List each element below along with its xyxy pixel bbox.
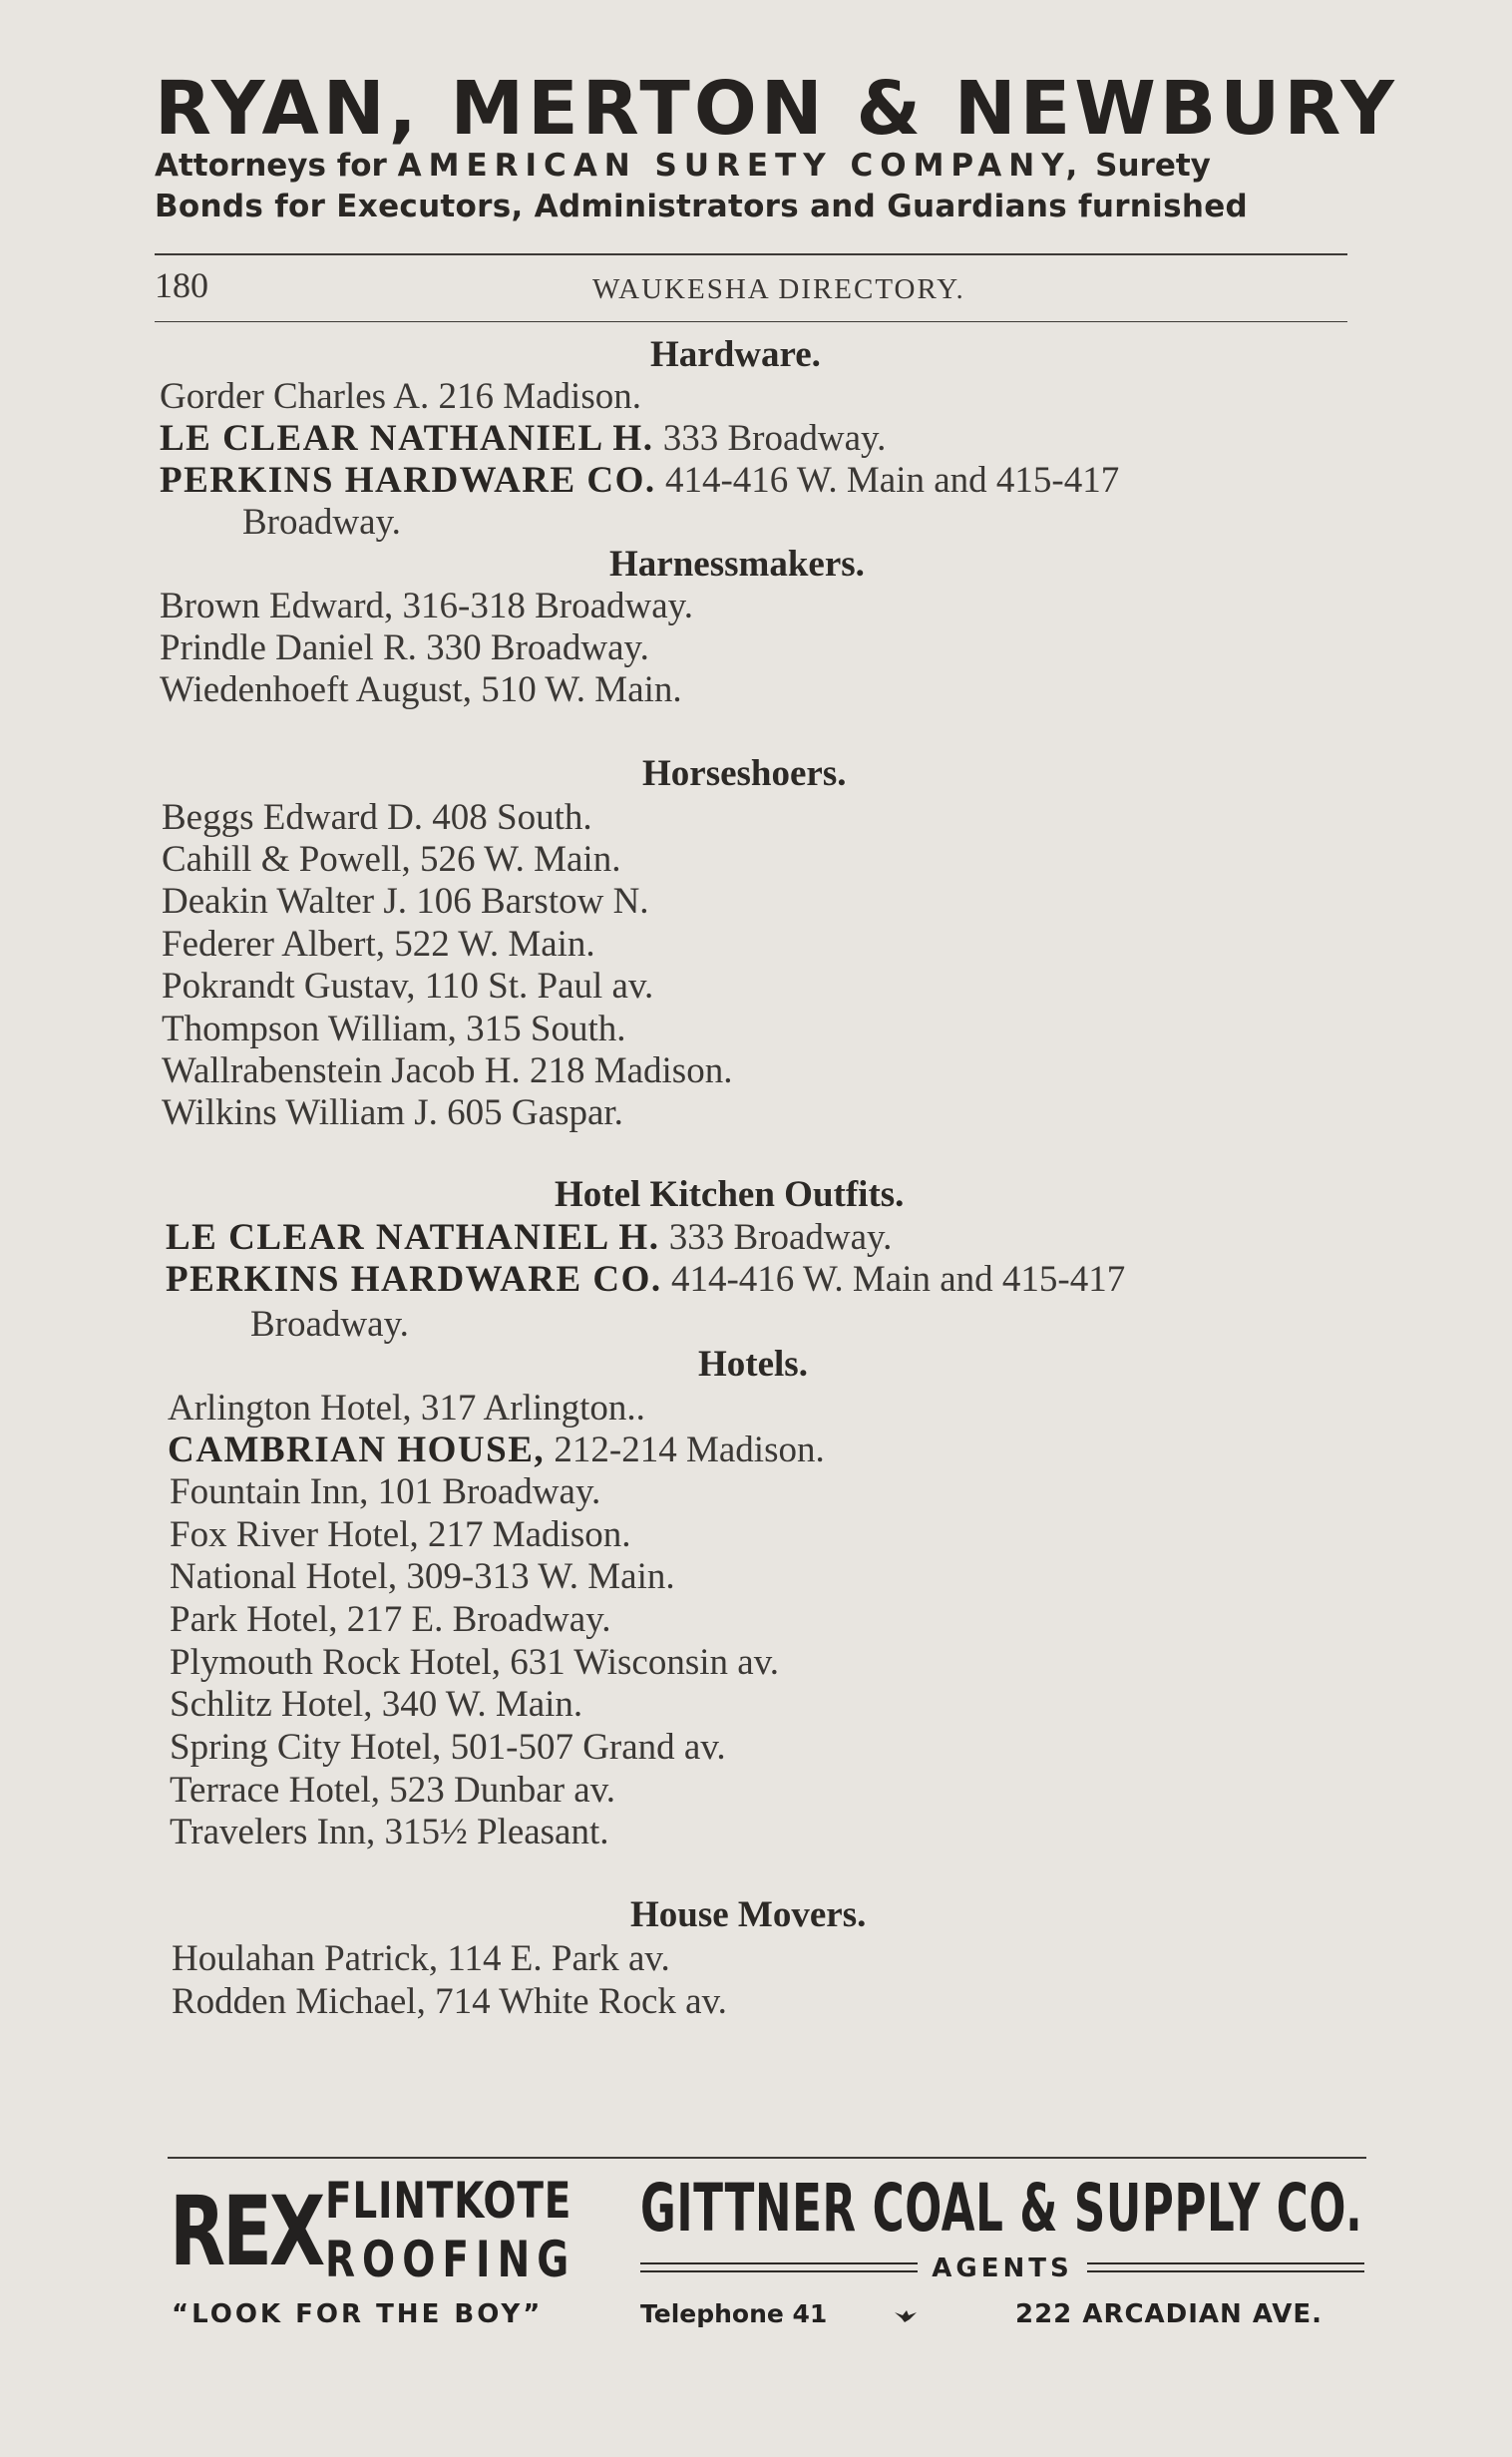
flintkote-brand: FLINTKOTE	[325, 2172, 572, 2230]
slogan: “LOOK FOR THE BOY”	[172, 2299, 544, 2329]
list-item: Beggs Edward D. 408 South.	[162, 797, 592, 838]
business-name: LE CLEAR NATHANIEL H.	[160, 418, 654, 459]
business-address: 212-214 Madison.	[545, 1430, 825, 1470]
business-name: CAMBRIAN HOUSE,	[168, 1430, 546, 1470]
agents-rule-left	[640, 2262, 918, 2272]
running-head: WAUKESHA DIRECTORY.	[592, 273, 965, 305]
list-item: Prindle Daniel R. 330 Broadway.	[160, 627, 649, 668]
bird-ornament-icon	[893, 2304, 919, 2324]
list-item-business	[160, 417, 886, 461]
agents-banner	[640, 2251, 1364, 2286]
list-item: Wiedenhoeft August, 510 W. Main.	[160, 669, 682, 710]
list-item: Park Hotel, 217 E. Broadway.	[170, 1599, 611, 1640]
list-item: Rodden Michael, 714 White Rock av.	[172, 1981, 727, 2022]
list-item: Wallrabenstein Jacob H. 218 Madison.	[162, 1050, 733, 1091]
list-item-business	[166, 1258, 1125, 1302]
tagline-prefix: Attorneys for	[155, 148, 398, 184]
section-heading-harnessmakers: Harnessmakers.	[609, 544, 865, 585]
section-heading-hotel-kitchen-outfits: Hotel Kitchen Outfits.	[555, 1174, 905, 1215]
supply-company-name: GITTNER COAL & SUPPLY CO.	[640, 2170, 1363, 2247]
list-item: Plymouth Rock Hotel, 631 Wisconsin av.	[170, 1642, 780, 1683]
list-item: Pokrandt Gustav, 110 St. Paul av.	[162, 966, 654, 1007]
list-item: Federer Albert, 522 W. Main.	[162, 924, 595, 965]
section-heading-hardware: Hardware.	[650, 334, 821, 375]
roofing-label: ROOFING	[325, 2231, 576, 2288]
list-item: Deakin Walter J. 106 Barstow N.	[162, 881, 649, 922]
agents-label: AGENTS	[932, 2253, 1073, 2283]
list-item: Wilkins William J. 605 Gaspar.	[162, 1092, 623, 1133]
section-heading-house-movers: House Movers.	[630, 1894, 867, 1935]
section-heading-horseshoers: Horseshoers.	[642, 753, 847, 794]
business-address: 414-416 W. Main and 415-417	[655, 460, 1120, 501]
list-item-business	[166, 1216, 892, 1260]
business-name: PERKINS HARDWARE CO.	[160, 460, 656, 501]
tagline-suffix: Surety	[1084, 148, 1211, 184]
header-rule-top	[155, 253, 1347, 255]
list-item-business	[160, 459, 1119, 503]
business-address: 333 Broadway.	[653, 418, 887, 459]
business-name: PERKINS HARDWARE CO.	[166, 1259, 662, 1300]
header-rule-bottom	[155, 321, 1347, 322]
list-item: Terrace Hotel, 523 Dunbar av.	[170, 1770, 616, 1811]
list-item-business	[168, 1429, 825, 1472]
section-heading-hotels: Hotels.	[698, 1344, 808, 1385]
list-item: Houlahan Patrick, 114 E. Park av.	[172, 1938, 670, 1979]
footer-rule	[168, 2157, 1366, 2159]
surety-company-name: AMERICAN SURETY COMPANY,	[397, 148, 1085, 184]
telephone: Telephone 41	[640, 2299, 828, 2328]
agents-rule-right	[1087, 2262, 1364, 2272]
list-item: Schlitz Hotel, 340 W. Main.	[170, 1684, 583, 1725]
list-item: Arlington Hotel, 317 Arlington..	[168, 1388, 645, 1429]
list-item: Fox River Hotel, 217 Madison.	[170, 1514, 631, 1555]
list-item: Cahill & Powell, 526 W. Main.	[162, 839, 621, 880]
list-item: Fountain Inn, 101 Broadway.	[170, 1471, 601, 1512]
list-item-continuation: Broadway.	[242, 502, 401, 543]
list-item-continuation: Broadway.	[250, 1304, 409, 1345]
rex-brand: REX	[170, 2176, 323, 2287]
list-item: Brown Edward, 316-318 Broadway.	[160, 586, 694, 626]
law-firm-title: RYAN, MERTON & NEWBURY	[155, 66, 1398, 152]
list-item: Travelers Inn, 315½ Pleasant.	[170, 1812, 609, 1852]
business-address: 414-416 W. Main and 415-417	[661, 1259, 1126, 1300]
address: 222 ARCADIAN AVE.	[1015, 2299, 1323, 2329]
page-number: 180	[155, 265, 208, 305]
business-name: LE CLEAR NATHANIEL H.	[166, 1217, 660, 1258]
list-item: Spring City Hotel, 501-507 Grand av.	[170, 1727, 726, 1768]
list-item: Thompson William, 315 South.	[162, 1009, 626, 1049]
law-firm-tagline-2: Bonds for Executors, Administrators and Guardians furnished	[155, 189, 1249, 224]
law-firm-tagline-1	[155, 146, 1211, 186]
business-address: 333 Broadway.	[659, 1217, 893, 1258]
list-item: National Hotel, 309-313 W. Main.	[170, 1556, 675, 1597]
list-item: Gorder Charles A. 216 Madison.	[160, 376, 641, 417]
